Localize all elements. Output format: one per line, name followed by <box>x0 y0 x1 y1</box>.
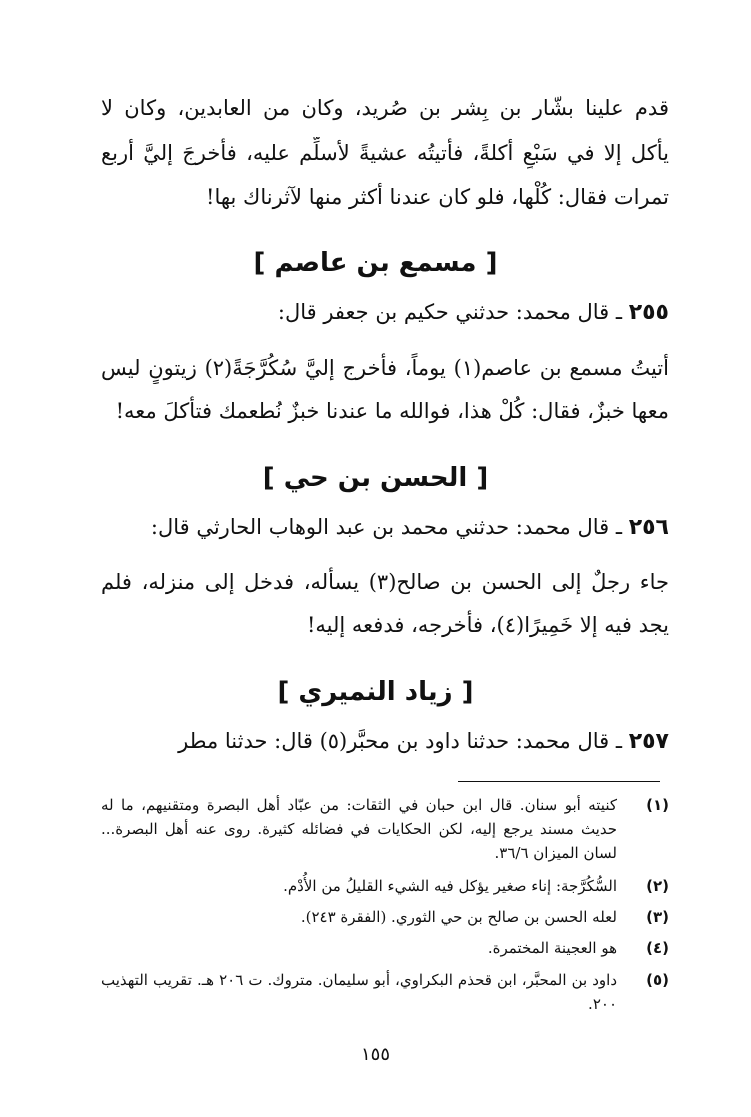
paragraph-line: معها خبزٌ، فقال: كُلْ هذا، فوالله ما عندنا خبزٌ نُطعمك فتأكلَ معه! <box>115 399 669 423</box>
footnote-text: السُّكُرَّجة: إناء صغير يؤكل فيه الشيء القليلُ من الأُدْم. <box>283 877 617 895</box>
entry-intro-text: ـ قال محمد: حدثنا داود بن محبَّر(٥) قال: حدثنا مطر <box>178 729 623 753</box>
footnote-number: (١) <box>646 796 669 814</box>
footnote-number: (٣) <box>646 908 669 926</box>
paragraph-line: يجد فيه إلا خَمِيرًا(٤)، فأخرجه، فدفعه إليه! <box>306 613 669 637</box>
entry-intro-text: ـ قال محمد: حدثني حكيم بن جعفر قال: <box>277 300 623 324</box>
footnote <box>101 936 669 960</box>
footnote-text: هو العجينة المختمرة. <box>487 939 617 957</box>
entry-intro-text: ـ قال محمد: حدثني محمد بن عبد الوهاب الحارثي قال: <box>150 515 623 539</box>
page-number: ١٥٥ <box>360 1044 390 1065</box>
footnote <box>101 793 669 865</box>
entry-number: ٢٥٥ <box>628 300 669 325</box>
section-heading: [ زياد النميري ] <box>277 677 474 707</box>
footnote-text: داود بن المحبَّر، ابن قحذم البكراوي، أبو سليمان. متروك. ت ٢٠٦ هـ. تقريب التهذيب ٢٠٠. <box>101 971 617 1013</box>
paragraph-line: أتيتُ مسمع بن عاصم(١) يوماً، فأخرج إليَّ سُكُرَّجَةً(٢) زيتونٍ ليس <box>101 356 669 380</box>
footnote-text: لعله الحسن بن صالح بن حي الثوري. (الفقرة ٢٤٣). <box>300 908 617 926</box>
entry-number: ٢٥٧ <box>628 729 669 754</box>
footnote-number: (٥) <box>646 971 669 989</box>
entry-intro <box>101 725 669 758</box>
intro-line: يأكل إلا في سَبْعٍ أكلةً، فأتيتُه عشيةً لأسلِّم عليه، فأخرجَ إليَّ أربع <box>101 141 669 165</box>
footnote <box>101 905 669 929</box>
intro-line: قدم علينا بشّار بن بِشر بن صُريد، وكان من العابدين، وكان لا <box>101 96 669 120</box>
footnote <box>101 874 669 898</box>
entry-intro <box>101 296 669 329</box>
footnote-number: (٤) <box>646 939 669 957</box>
footnote-number: (٢) <box>646 877 669 895</box>
intro-line: تمرات فقال: كُلْها، فلو كان عندنا أكثر منها لآثرناك بها! <box>206 185 669 209</box>
paragraph-line: جاء رجلٌ إلى الحسن بن صالح(٣) يسأله، فدخل إلى منزله، فلم <box>101 570 669 594</box>
entry-number: ٢٥٦ <box>628 515 669 540</box>
section-heading: [ الحسن بن حي ] <box>262 463 489 493</box>
footnote-separator <box>458 781 660 782</box>
section-heading: [ مسمع بن عاصم ] <box>253 248 498 278</box>
footnote <box>101 968 669 1016</box>
footnote-text: كنيته أبو سنان. قال ابن حبان في الثقات: من عبّاد أهل البصرة ومتقنيهم، ما له حديث مسند يرجع إليه، لكن الحكايات في فضائله كثيرة. روى عنه أهل البصرة... لسان الميزان ٣٦/٦. <box>101 796 617 862</box>
entry-intro <box>101 511 669 544</box>
